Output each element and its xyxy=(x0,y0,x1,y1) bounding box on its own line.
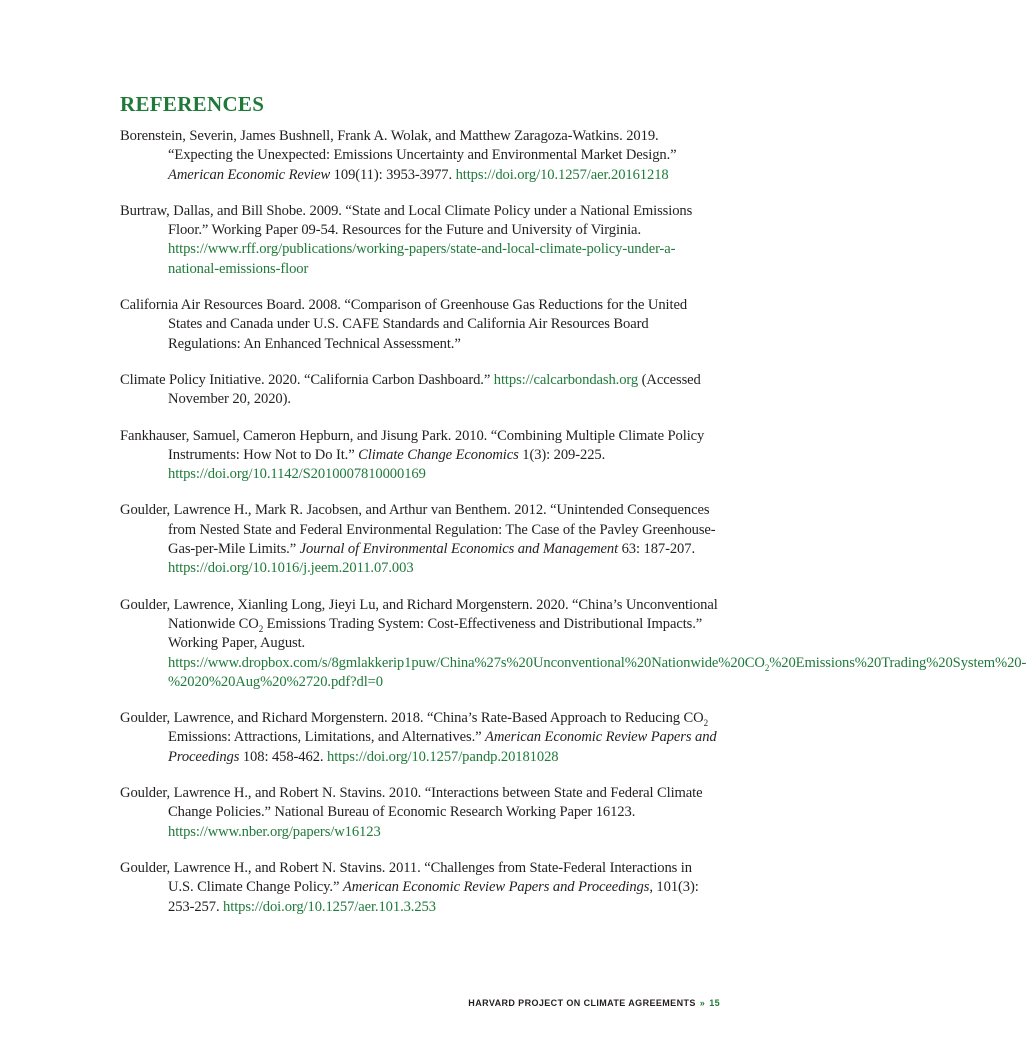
journal-title: American Economic Review xyxy=(168,166,331,183)
reference-item: Fankhauser, Samuel, Cameron Hepburn, and Jisung Park. 2010. “Combining Multiple Climate Policy Instruments: How Not to Do It.” Climate Change Economics 1(3): 209-225. https://doi.org/10.1142/S2010007810000169 xyxy=(120,427,705,483)
reference-list xyxy=(120,127,1026,934)
footer-label: HARVARD PROJECT ON CLIMATE AGREEMENTS xyxy=(468,998,696,1008)
reference-link[interactable]: https://doi.org/10.1257/pandp.20181028 xyxy=(327,748,559,765)
journal-title: Journal of Environmental Economics and Management xyxy=(299,541,619,558)
reference-link[interactable]: https://doi.org/10.1016/j.jeem.2011.07.003 xyxy=(168,560,414,577)
journal-title: American Economic Review Papers and Proceedings xyxy=(168,729,717,765)
page-number: 15 xyxy=(709,998,720,1008)
reference-item: Borenstein, Severin, James Bushnell, Frank A. Wolak, and Matthew Zaragoza-Watkins. 2019. “Expecting the Unexpected: Emissions Uncertainty and Environmental Market Design.” American Economic Review 109(11): 3953-3977. https://doi.org/10.1257/aer.20161218 xyxy=(120,128,677,183)
subscript: 2 xyxy=(703,718,708,729)
page-footer xyxy=(468,998,720,1008)
reference-item: Climate Policy Initiative. 2020. “California Carbon Dashboard.” https://calcarbondash.org (Accessed November 20, 2020). xyxy=(120,371,701,408)
journal-title: Climate Change Economics xyxy=(358,446,519,463)
reference-link[interactable]: https://doi.org/10.1142/S2010007810000169 xyxy=(168,466,426,483)
subscript: 2 xyxy=(764,662,770,673)
reference-item: Goulder, Lawrence H., and Robert N. Stavins. 2010. “Interactions between State and Federal Climate Change Policies.” National Bureau of Economic Research Working Paper 16123. https://www.nber.org/papers/w16123 xyxy=(120,785,703,840)
reference-link[interactable]: $https://www.dropbox.com/s/8gmlakkerip1puw/China\%27s\%20Unconventional\%20Nationwide\%20CO_2\%20Emissions\%20Trading\%20System\%2$0-%2020%20Aug%20%2720.pdf?dl=0 xyxy=(168,654,1026,690)
journal-title: American Economic Review Papers and Proceedings xyxy=(342,879,650,896)
reference-link[interactable]: https://doi.org/10.1257/aer.101.3.253 xyxy=(223,898,436,915)
reference-item: Goulder, Lawrence H., and Robert N. Stavins. 2011. “Challenges from State-Federal Interactions in U.S. Climate Change Policy.” American Economic Review Papers and Proceedings, 101(3): 253-257. https://doi.org/10.1257/aer.101.3.253 xyxy=(120,859,699,915)
reference-item: California Air Resources Board. 2008. “Comparison of Greenhouse Gas Reductions for the United States and Canada under U.S. CAFE Standards and California Air Resources Board Regulations: An Enhanced Technical Assessment.” xyxy=(120,297,688,352)
reference-link[interactable]: https://www.nber.org/papers/w16123 xyxy=(168,823,381,840)
reference-link[interactable]: https://www.rff.org/publications/working-papers/state-and-local-climate-policy-under-a-national-emissions-floor xyxy=(168,241,676,277)
reference-item: Burtraw, Dallas, and Bill Shobe. 2009. “State and Local Climate Policy under a National Emissions Floor.” Working Paper 09-54. Resources for the Future and University of Virginia. https://www.rff.org/publications/working-papers/state-and-local-climate-policy-under-a-national-emissions-floor xyxy=(120,202,693,277)
reference-link[interactable]: https://calcarbondash.org xyxy=(493,371,639,388)
reference-item: Goulder, Lawrence H., Mark R. Jacobsen, and Arthur van Benthem. 2012. “Unintended Consequences from Nested State and Federal Environmental Regulation: The Case of the Pavley Greenhouse-Gas-per-Mile Limits.” Journal of Environmental Economics and Management 63: 187-207. https://doi.org/10.1016/j.jeem.2011.07.003 xyxy=(120,502,716,577)
page-heading: REFERENCES xyxy=(120,92,265,116)
reference-item: Goulder, Lawrence, and Richard Morgenstern. 2018. “China’s Rate-Based Approach to Reducing $CO_2$ Emissions: Attractions, Limitations, and Alternatives.” American Economic Review Papers and Proceedings 108: 458-462. https://doi.org/10.1257/pandp.20181028 xyxy=(120,710,717,765)
reference-item: Goulder, Lawrence, Xianling Long, Jieyi Lu, and Richard Morgenstern. 2020. “China’s Unconventional Nationwide $CO_2$ Emissions Trading System: Cost-Effectiveness and Distributional Impacts.” Working Paper, August. $https://www.dropbox.com/s/8gmlakkerip1puw/China\%27s\%20Unconventional\%20Nationwide\%20CO_2\%20Emissions\%20Trading\%20System\%2$0-%2020%20Aug%20%2720.pdf?dl=0 xyxy=(120,596,1026,690)
footer-separator: » xyxy=(699,998,706,1008)
subscript: 2 xyxy=(258,623,264,634)
reference-link[interactable]: https://doi.org/10.1257/aer.20161218 xyxy=(455,166,669,183)
